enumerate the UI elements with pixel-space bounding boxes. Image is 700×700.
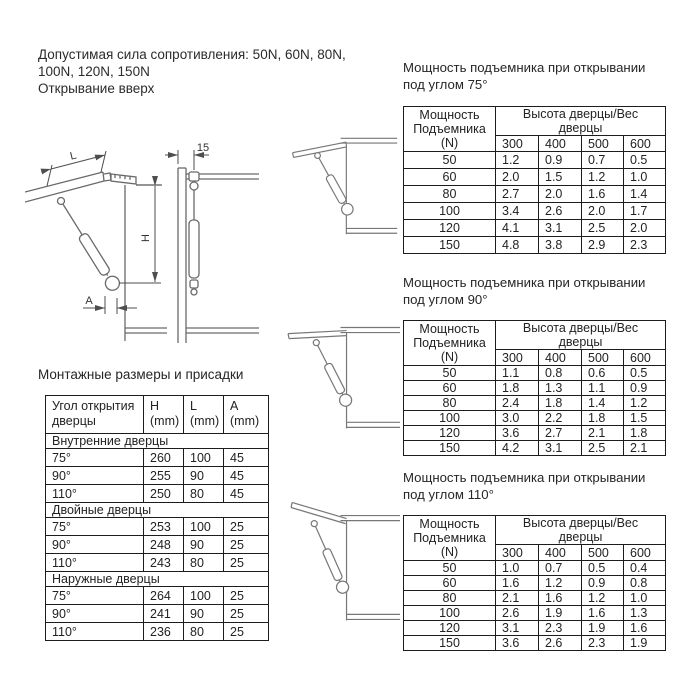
title-line: Мощность подъемника при открывании xyxy=(403,275,646,290)
weight-value-cell: 0.5 xyxy=(624,366,666,381)
title-line: Мощность подъемника при открывании xyxy=(403,60,646,75)
weight-value-cell: 0.7 xyxy=(582,152,624,169)
gas-strut xyxy=(314,153,355,217)
weight-value-cell: 3.6 xyxy=(496,426,539,441)
mounting-column-header: H (mm) xyxy=(144,396,184,434)
mounting-section-title: Монтажные размеры и присадки xyxy=(38,367,244,382)
weight-value-cell: 1.8 xyxy=(539,396,582,411)
table-row xyxy=(404,237,666,254)
dim-label-l: L xyxy=(68,149,78,163)
gas-strut xyxy=(57,198,122,293)
weight-value-cell: 1.8 xyxy=(496,381,539,396)
open-door-outline xyxy=(25,172,104,202)
dimension-value-cell: 25 xyxy=(224,605,269,623)
header-row xyxy=(46,396,269,434)
power-value-cell: 150 xyxy=(404,237,496,254)
section-row xyxy=(46,434,269,449)
cabinet-outline xyxy=(125,185,167,341)
header-line: Мощность xyxy=(419,322,480,336)
dimension-value-cell: 100 xyxy=(184,449,224,467)
dim-label-a: A xyxy=(85,295,93,307)
dimension-value-cell: 90 xyxy=(184,536,224,554)
note-line: Открывание вверх xyxy=(38,81,155,96)
title-line: под углом 90° xyxy=(403,292,488,307)
dimension-value-cell: 250 xyxy=(144,485,184,503)
dimension-value-cell: 255 xyxy=(144,467,184,485)
title-line: под углом 110° xyxy=(403,487,494,502)
weight-value-cell: 0.5 xyxy=(582,561,624,576)
table-row xyxy=(46,605,269,623)
table-row xyxy=(46,485,269,503)
angle-value-cell: 110° xyxy=(46,623,144,641)
table-row xyxy=(404,636,666,651)
mounting-column-header: A (mm) xyxy=(224,396,269,434)
angle-value-cell: 110° xyxy=(46,485,144,503)
weight-value-cell: 1.8 xyxy=(624,426,666,441)
gas-strut xyxy=(310,521,351,596)
weight-value-cell: 1.9 xyxy=(539,606,582,621)
angle-value-cell: 75° xyxy=(46,449,144,467)
power-value-cell: 150 xyxy=(404,441,496,456)
table-row xyxy=(404,366,666,381)
weight-value-cell: 2.5 xyxy=(582,441,624,456)
weight-value-cell: 1.3 xyxy=(539,381,582,396)
table-row xyxy=(46,623,269,641)
weight-value-cell: 2.4 xyxy=(496,396,539,411)
power-value-cell: 120 xyxy=(404,220,496,237)
door-outline xyxy=(291,502,346,523)
table-row xyxy=(404,411,666,426)
weight-value-cell: 2.6 xyxy=(539,636,582,651)
angle-value-cell: 90° xyxy=(46,467,144,485)
weight-value-cell: 1.9 xyxy=(624,636,666,651)
dimension-value-cell: 45 xyxy=(224,485,269,503)
header-line: Мощность xyxy=(419,108,480,122)
dimension-l xyxy=(47,151,106,186)
weight-value-cell: 0.8 xyxy=(624,576,666,591)
gas-strut xyxy=(312,340,353,409)
dimension-value-cell: 80 xyxy=(184,485,224,503)
weight-value-cell: 3.0 xyxy=(496,411,539,426)
power-table-title-75 xyxy=(403,59,683,93)
door-type-section-label: Двойные дверцы xyxy=(46,503,269,518)
header-line: Высота дверцы/Вес xyxy=(522,321,639,335)
weight-value-cell: 2.0 xyxy=(539,186,582,203)
header-line: (N) xyxy=(440,545,459,559)
table-row xyxy=(404,186,666,203)
weight-value-cell: 1.3 xyxy=(624,606,666,621)
dimension-value-cell: 25 xyxy=(224,518,269,536)
header-line: Высота дверцы/Вес xyxy=(522,516,639,530)
door-height-column-header: 300 xyxy=(496,136,539,152)
header-line: Высота дверцы/Вес xyxy=(522,107,639,121)
power-value-cell: 50 xyxy=(404,152,496,169)
door-height-column-header: 500 xyxy=(582,350,624,366)
table-row xyxy=(404,621,666,636)
table-row xyxy=(46,467,269,485)
power-table-title-90 xyxy=(403,274,683,308)
weight-value-cell: 3.4 xyxy=(496,203,539,220)
weight-value-cell: 1.6 xyxy=(539,591,582,606)
table-row xyxy=(404,220,666,237)
table-row xyxy=(46,449,269,467)
dimension-value-cell: 243 xyxy=(144,554,184,572)
weight-value-cell: 1.2 xyxy=(582,169,624,186)
weight-value-cell: 2.0 xyxy=(496,169,539,186)
height-weight-header xyxy=(496,516,666,545)
door-type-section-label: Внутренние дверцы xyxy=(46,434,269,449)
table-row xyxy=(404,441,666,456)
mounting-column-header: Угол открытия дверцы xyxy=(46,396,144,434)
note-line: 100N, 120N, 150N xyxy=(38,64,150,79)
weight-value-cell: 2.6 xyxy=(539,203,582,220)
table-row xyxy=(404,426,666,441)
table-row xyxy=(404,169,666,186)
height-weight-header xyxy=(496,107,666,136)
table-row xyxy=(404,561,666,576)
weight-value-cell: 2.6 xyxy=(496,606,539,621)
weight-value-cell: 1.7 xyxy=(624,203,666,220)
weight-value-cell: 2.0 xyxy=(624,220,666,237)
weight-value-cell: 2.3 xyxy=(539,621,582,636)
weight-value-cell: 1.8 xyxy=(582,411,624,426)
angle-value-cell: 110° xyxy=(46,554,144,572)
resistance-force-note xyxy=(38,46,346,97)
weight-value-cell: 0.5 xyxy=(624,152,666,169)
angle-value-cell: 90° xyxy=(46,605,144,623)
table-row xyxy=(46,518,269,536)
dimension-value-cell: 45 xyxy=(224,449,269,467)
door-height-column-header: 300 xyxy=(496,545,539,561)
weight-value-cell: 1.2 xyxy=(496,152,539,169)
weight-value-cell: 3.1 xyxy=(539,220,582,237)
weight-value-cell: 1.4 xyxy=(624,186,666,203)
angle-value-cell: 75° xyxy=(46,587,144,605)
power-value-cell: 60 xyxy=(404,576,496,591)
door-outline xyxy=(288,331,346,339)
weight-value-cell: 0.9 xyxy=(539,152,582,169)
dimension-value-cell: 253 xyxy=(144,518,184,536)
table-row xyxy=(46,587,269,605)
weight-value-cell: 1.2 xyxy=(582,591,624,606)
weight-value-cell: 1.5 xyxy=(539,169,582,186)
door-height-column-header: 500 xyxy=(582,545,624,561)
door-height-column-header: 600 xyxy=(624,545,666,561)
weight-value-cell: 2.1 xyxy=(582,426,624,441)
power-value-cell: 80 xyxy=(404,591,496,606)
dimension-value-cell: 90 xyxy=(184,605,224,623)
weight-value-cell: 1.6 xyxy=(582,186,624,203)
table-row xyxy=(404,203,666,220)
weight-value-cell: 2.2 xyxy=(539,411,582,426)
weight-value-cell: 2.7 xyxy=(539,426,582,441)
door-height-column-header: 400 xyxy=(539,350,582,366)
power-value-cell: 120 xyxy=(404,426,496,441)
hinge-bracket xyxy=(104,173,136,184)
power-value-cell: 80 xyxy=(404,396,496,411)
header-row xyxy=(404,321,666,350)
dimension-value-cell: 100 xyxy=(184,587,224,605)
header-line: Подъемника xyxy=(413,336,486,350)
dimension-value-cell: 25 xyxy=(224,554,269,572)
mounting-table xyxy=(45,395,269,641)
dimension-value-cell: 260 xyxy=(144,449,184,467)
dimension-value-cell: 100 xyxy=(184,518,224,536)
weight-value-cell: 2.5 xyxy=(582,220,624,237)
weight-value-cell: 4.1 xyxy=(496,220,539,237)
weight-value-cell: 0.9 xyxy=(582,576,624,591)
weight-value-cell: 2.0 xyxy=(582,203,624,220)
dim-label-h: H xyxy=(140,234,152,242)
dimension-value-cell: 45 xyxy=(224,467,269,485)
weight-value-cell: 1.1 xyxy=(582,381,624,396)
header-line: (N) xyxy=(440,350,459,364)
dimension-value-cell: 25 xyxy=(224,587,269,605)
weight-value-cell: 4.8 xyxy=(496,237,539,254)
header-line: дверцы xyxy=(558,121,603,135)
weight-value-cell: 2.3 xyxy=(582,636,624,651)
weight-value-cell: 0.8 xyxy=(539,366,582,381)
power-value-cell: 120 xyxy=(404,621,496,636)
dimension-value-cell: 80 xyxy=(184,623,224,641)
weight-value-cell: 2.1 xyxy=(496,591,539,606)
weight-value-cell: 2.1 xyxy=(624,441,666,456)
weight-value-cell: 1.4 xyxy=(582,396,624,411)
mounting-column-header: L (mm) xyxy=(184,396,224,434)
header-line: дверцы xyxy=(558,335,603,349)
header-line: Подъемника xyxy=(413,122,486,136)
dimension-value-cell: 248 xyxy=(144,536,184,554)
door-height-column-header: 400 xyxy=(539,545,582,561)
dimension-value-cell: 25 xyxy=(224,623,269,641)
header-row xyxy=(404,516,666,545)
dimension-value-cell: 80 xyxy=(184,554,224,572)
dimension-value-cell: 241 xyxy=(144,605,184,623)
weight-value-cell: 1.6 xyxy=(582,606,624,621)
power-value-cell: 100 xyxy=(404,203,496,220)
power-value-cell: 100 xyxy=(404,606,496,621)
power-table-90 xyxy=(403,320,666,456)
power-value-cell: 50 xyxy=(404,366,496,381)
weight-value-cell: 0.6 xyxy=(582,366,624,381)
weight-value-cell: 3.6 xyxy=(496,636,539,651)
weight-value-cell: 4.2 xyxy=(496,441,539,456)
door-height-column-header: 400 xyxy=(539,136,582,152)
table-row xyxy=(46,554,269,572)
dimension-value-cell: 90 xyxy=(184,467,224,485)
door-opening-diagram-110 xyxy=(282,487,403,649)
weight-value-cell: 1.6 xyxy=(496,576,539,591)
angle-value-cell: 90° xyxy=(46,536,144,554)
header-line: Мощность xyxy=(419,517,480,531)
weight-value-cell: 1.0 xyxy=(624,169,666,186)
power-value-cell: 50 xyxy=(404,561,496,576)
door-type-section-label: Наружные дверцы xyxy=(46,572,269,587)
power-table-title-110 xyxy=(403,469,683,503)
closed-door-outline xyxy=(178,168,186,343)
weight-value-cell: 2.7 xyxy=(496,186,539,203)
weight-value-cell: 0.9 xyxy=(624,381,666,396)
header-line: Подъемника xyxy=(413,531,486,545)
power-value-cell: 150 xyxy=(404,636,496,651)
weight-value-cell: 2.9 xyxy=(582,237,624,254)
power-value-cell: 60 xyxy=(404,169,496,186)
weight-value-cell: 1.2 xyxy=(539,576,582,591)
weight-value-cell: 1.9 xyxy=(582,621,624,636)
height-weight-header xyxy=(496,321,666,350)
power-value-cell: 80 xyxy=(404,186,496,203)
weight-value-cell: 1.1 xyxy=(496,366,539,381)
weight-value-cell: 0.7 xyxy=(539,561,582,576)
weight-value-cell: 1.0 xyxy=(496,561,539,576)
header-line: (N) xyxy=(440,136,459,150)
table-row xyxy=(404,576,666,591)
dimension-value-cell: 236 xyxy=(144,623,184,641)
power-column-header xyxy=(404,321,496,366)
power-column-header xyxy=(404,107,496,152)
power-value-cell: 60 xyxy=(404,381,496,396)
door-height-column-header: 300 xyxy=(496,350,539,366)
title-line: под углом 75° xyxy=(403,77,488,92)
dim-label-offset: 15 xyxy=(196,142,210,154)
weight-value-cell: 3.8 xyxy=(539,237,582,254)
weight-value-cell: 2.3 xyxy=(624,237,666,254)
door-opening-diagram-75 xyxy=(282,121,403,263)
table-row xyxy=(404,381,666,396)
weight-value-cell: 3.1 xyxy=(539,441,582,456)
closed-gas-strut xyxy=(189,172,199,295)
weight-value-cell: 1.6 xyxy=(624,621,666,636)
weight-value-cell: 1.5 xyxy=(624,411,666,426)
dimension-value-cell: 25 xyxy=(224,536,269,554)
header-line: дверцы xyxy=(558,530,603,544)
weight-value-cell: 3.1 xyxy=(496,621,539,636)
power-value-cell: 100 xyxy=(404,411,496,426)
title-line: Мощность подъемника при открывании xyxy=(403,470,646,485)
door-height-column-header: 600 xyxy=(624,350,666,366)
table-row xyxy=(404,396,666,411)
note-line: Допустимая сила сопротивления: 50N, 60N, 80N, xyxy=(38,47,346,62)
power-column-header xyxy=(404,516,496,561)
door-opening-diagram-90 xyxy=(282,309,403,459)
weight-value-cell: 1.2 xyxy=(624,396,666,411)
door-height-column-header: 500 xyxy=(582,136,624,152)
installation-dimensions-diagram xyxy=(25,128,263,344)
angle-value-cell: 75° xyxy=(46,518,144,536)
dimension-value-cell: 264 xyxy=(144,587,184,605)
weight-value-cell: 1.0 xyxy=(624,591,666,606)
door-height-column-header: 600 xyxy=(624,136,666,152)
power-table-110 xyxy=(403,515,666,651)
table-row xyxy=(404,606,666,621)
table-row xyxy=(404,591,666,606)
header-row xyxy=(404,107,666,136)
power-table-75 xyxy=(403,106,666,254)
section-row xyxy=(46,503,269,518)
table-row xyxy=(404,152,666,169)
section-row xyxy=(46,572,269,587)
table-row xyxy=(46,536,269,554)
weight-value-cell: 0.4 xyxy=(624,561,666,576)
